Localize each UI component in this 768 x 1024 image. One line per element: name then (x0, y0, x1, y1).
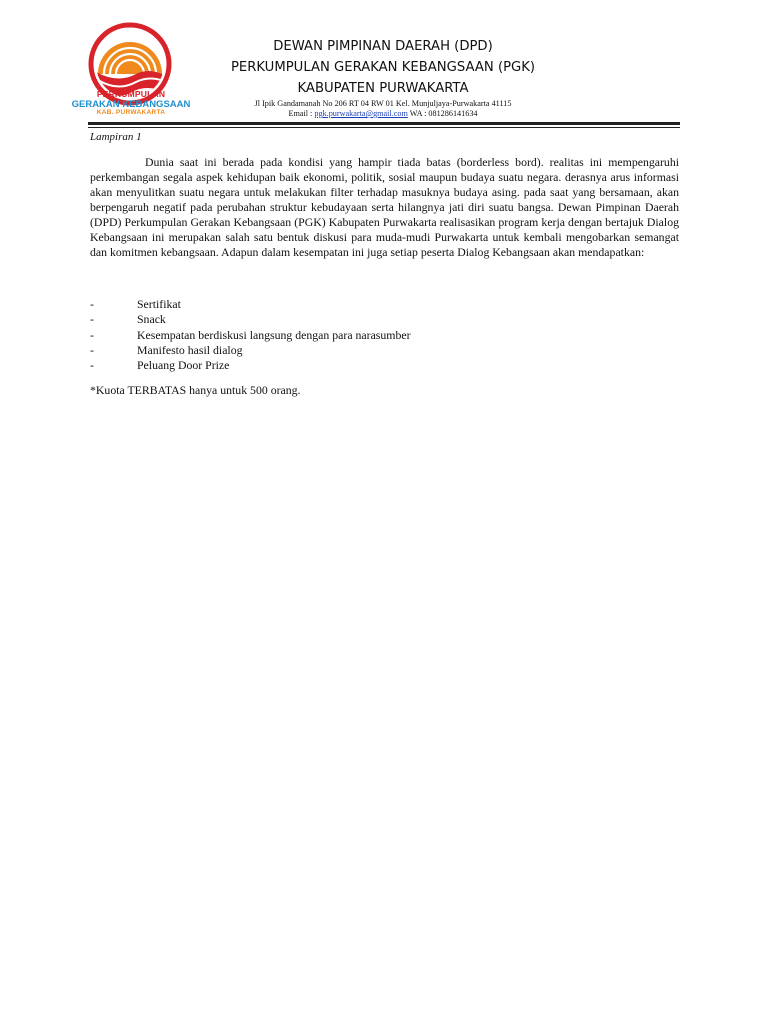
bullet-dash: - (90, 327, 94, 342)
contact-line (200, 109, 566, 119)
list-item-text: Snack (137, 312, 166, 327)
list-item (90, 312, 411, 327)
paragraph-text: Dunia saat ini berada pada kondisi yang hampir tiada batas (borderless bord). realitas ini mempengaruhi perkembangan segala aspek kehidupan baik ekonomi, politik, sosial maupun budaya suatu negara. derasnya arus informasi akan menyulitkan suatu negara untuk melakukan filter terhadap masuknya budaya asing. pada saat yang bersamaan, akan berpengaruh negatif pada perubahan struktur kebudayaan serta hilangnya jati diri suatu bangsa. Dewan Pimpinan Daerah (DPD) Perkumpulan Gerakan Kebangsaan (PGK) Kabupaten Purwakarta realisasikan program kerja dengan bertajuk Dialog Kebangsaan ini merupakan salah satu bentuk diskusi para muda-mudi Purwakarta untuk kembali mengobarkan semangat dan komitmen kebangsaan. Adapun dalam kesempatan ini juga setiap peserta Dialog Kebangsaan akan mendapatkan: (90, 155, 679, 260)
quota-note: *Kuota TERBATAS hanya untuk 500 orang. (90, 383, 301, 397)
title-line-3: KABUPATEN PURWAKARTA (297, 81, 469, 96)
list-item (90, 343, 411, 358)
letterhead-contact (200, 99, 566, 119)
title-line-2: PERKUMPULAN GERAKAN KEBANGSAAN (PGK) (230, 60, 536, 75)
address-line: Jl Ipik Gandamanah No 206 RT 04 RW 01 Kel. Munjuljaya-Purwakarta 41115 (254, 99, 512, 108)
list-item (90, 328, 411, 343)
title-line-1: DEWAN PIMPINAN DAERAH (DPD) (273, 39, 493, 54)
phone-text: WA : 081286141634 (407, 109, 478, 118)
email-link[interactable]: pgk.purwakarta@gmail.com (314, 109, 408, 118)
bullet-dash: - (90, 312, 94, 327)
letterhead-title (200, 36, 566, 99)
bullet-dash: - (90, 342, 94, 357)
list-item (90, 297, 411, 312)
bullet-dash: - (90, 358, 94, 373)
body-paragraph (90, 155, 679, 260)
list-item-text: Manifesto hasil dialog (137, 342, 243, 357)
list-item-text: Kesempatan berdiskusi langsung dengan para narasumber (137, 327, 411, 342)
attachment-label: Lampiran 1 (90, 131, 142, 143)
bullet-dash: - (90, 297, 94, 311)
logo-wordmark (64, 90, 198, 117)
email-label: Email : (288, 109, 315, 118)
benefits-list (90, 297, 411, 373)
list-item (90, 358, 411, 373)
header-divider-thick (88, 122, 680, 125)
logo-line-2: GERAKAN KEBANGSAAN (71, 98, 191, 110)
header-divider-thin (88, 127, 680, 128)
logo-line-3: KAB. PURWAKARTA (96, 109, 166, 116)
list-item-text: Sertifikat (137, 297, 181, 311)
list-item-text: Peluang Door Prize (137, 358, 230, 373)
logo-line-1: PERKUMPULAN (96, 89, 166, 99)
